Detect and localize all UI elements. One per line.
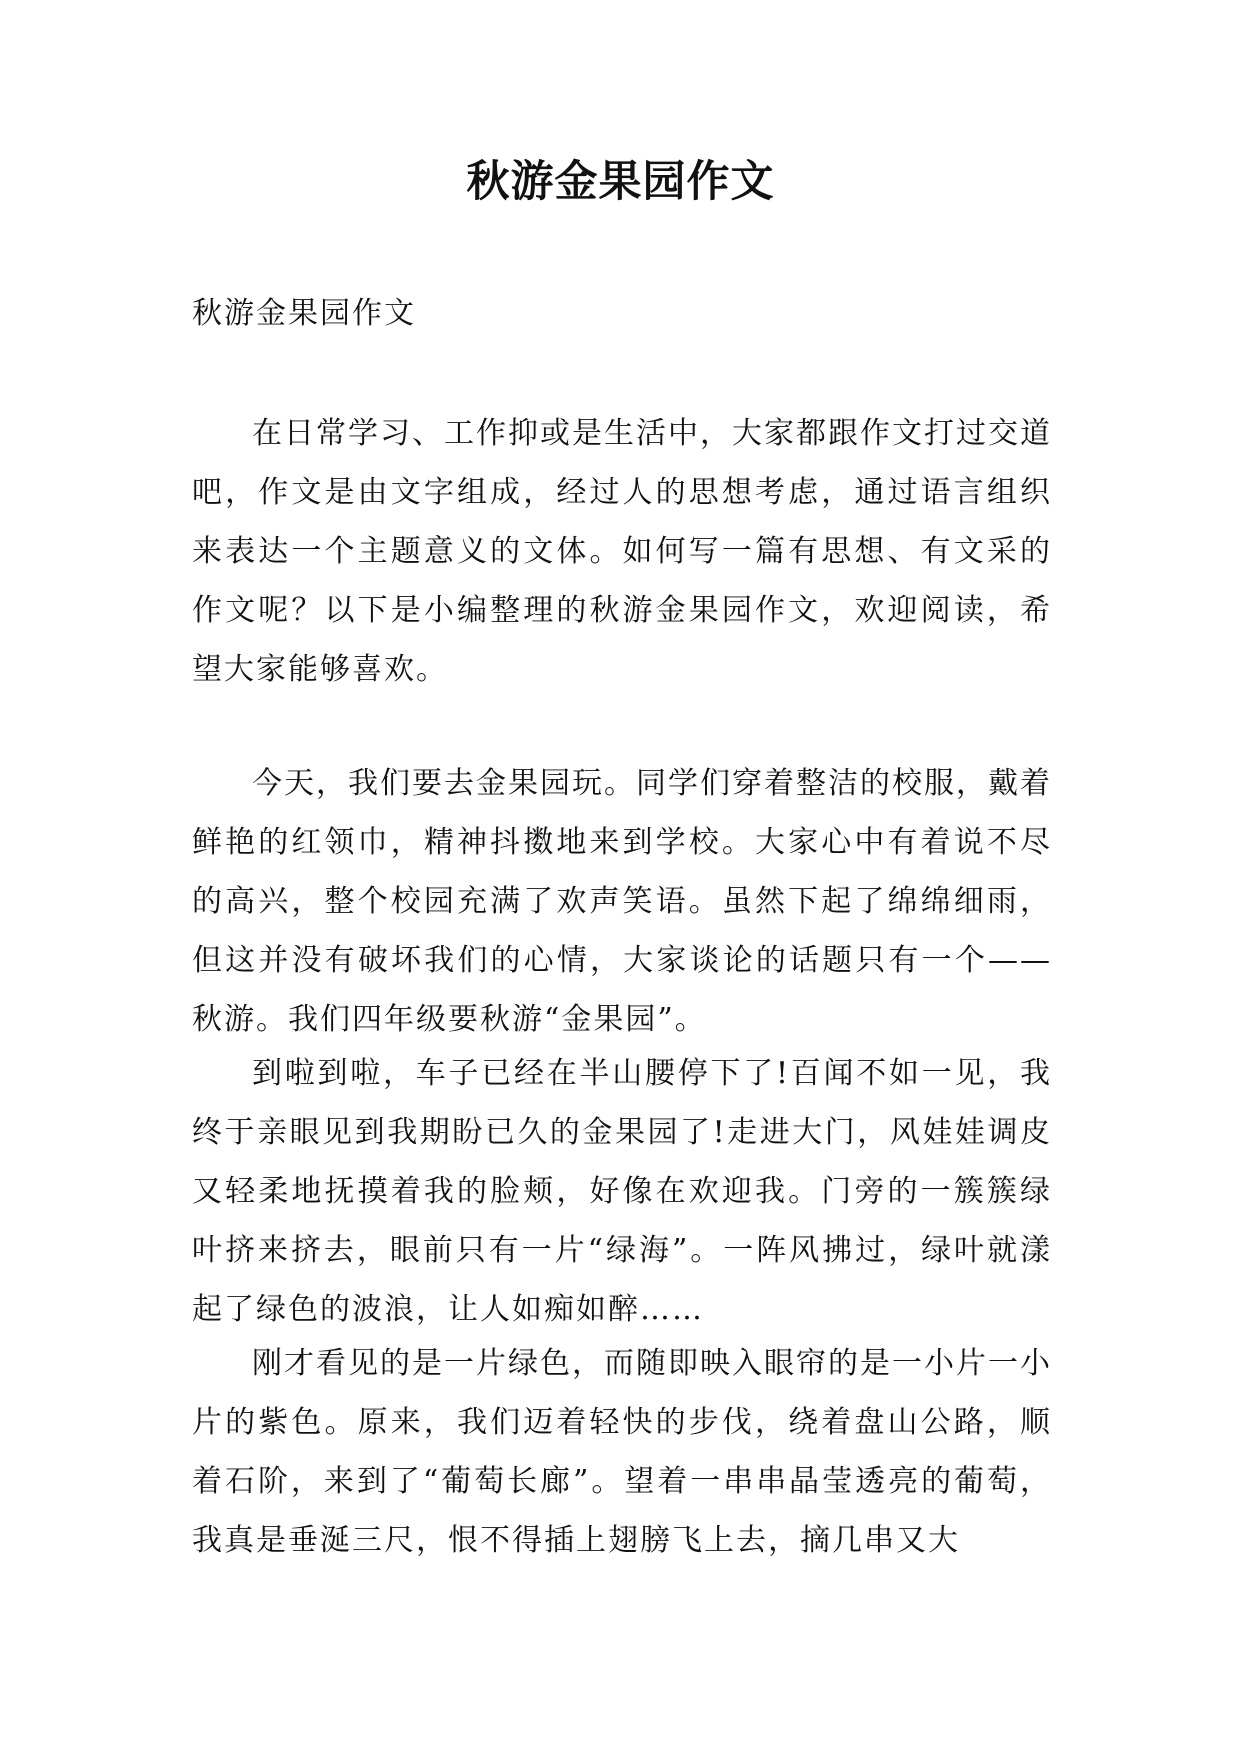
document-subtitle: 秋游金果园作文: [192, 296, 416, 331]
paragraph-arrival: 到啦到啦，车子已经在半山腰停下了!百闻不如一见，我终于亲眼见到我期盼已久的金果园了!走进大门，风娃娃调皮又轻柔地抚摸着我的脸颊，好像在欢迎我。门旁的一簇簇绿叶挤来挤去，眼前只有一片“绿海”。一阵风拂过，绿叶就漾起了绿色的波浪，让人如痴如醉……: [192, 1056, 1052, 1327]
paragraph-intro: 在日常学习、工作抑或是生活中，大家都跟作文打过交道吧，作文是由文字组成，经过人的思想考虑，通过语言组织来表达一个主题意义的文体。如何写一篇有思想、有文采的作文呢？以下是小编整理的秋游金果园作文，欢迎阅读，希望大家能够喜欢。: [192, 416, 1052, 687]
paragraph-grape-corridor: 刚才看见的是一片绿色，而随即映入眼帘的是一小片一小片的紫色。原来，我们迈着轻快的步伐，绕着盘山公路，顺着石阶，来到了“葡萄长廊”。望着一串串晶莹透亮的葡萄，我真是垂涎三尺，恨不得插上翅膀飞上去，摘几串又大: [192, 1346, 1052, 1558]
paragraph-departure: 今天，我们要去金果园玩。同学们穿着整洁的校服，戴着鲜艳的红领巾，精神抖擞地来到学校。大家心中有着说不尽的高兴，整个校园充满了欢声笑语。虽然下起了绵绵细雨，但这并没有破坏我们的心情，大家谈论的话题只有一个——秋游。我们四年级要秋游“金果园”。: [192, 766, 1052, 1037]
document-title: 秋游金果园作文: [466, 157, 775, 207]
